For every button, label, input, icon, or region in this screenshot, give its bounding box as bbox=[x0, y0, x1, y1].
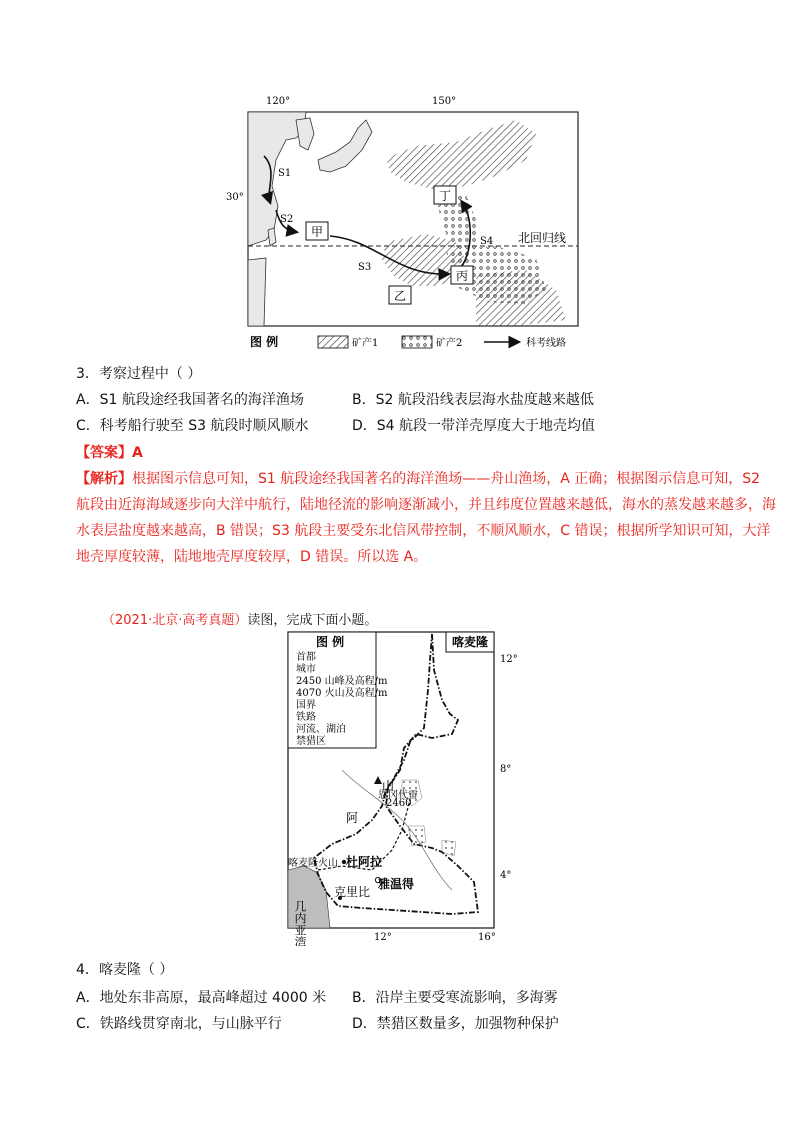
legend-river-lake: 河流、湖泊 bbox=[296, 724, 346, 735]
route-label-s3: S3 bbox=[358, 262, 372, 273]
q3-option-b[interactable]: B．S2 航段沿线表层海水盐度越来越低 bbox=[352, 392, 594, 408]
douala-label: 杜阿拉 bbox=[346, 855, 383, 869]
answer-value: A bbox=[132, 445, 143, 461]
philippines-land bbox=[248, 258, 266, 326]
source-line bbox=[102, 609, 377, 628]
q4-stem: 4．喀麦隆（ ） bbox=[76, 962, 174, 978]
analysis-tag: 【解析】 bbox=[76, 471, 132, 487]
route-label-s4: S4 bbox=[480, 236, 494, 247]
q3-answer bbox=[76, 442, 143, 462]
map1-legend-title: 图 例 bbox=[250, 335, 279, 349]
q4-option-c[interactable]: C．铁路线贯穿南北，与山脉平行 bbox=[76, 1016, 282, 1032]
lon-label-150: 150° bbox=[432, 96, 457, 107]
q3-option-c[interactable]: C．科考船行驶至 S3 航段时顺风顺水 bbox=[76, 418, 309, 434]
cameroon-map-figure bbox=[282, 630, 522, 946]
lat-label-4: 4° bbox=[500, 870, 512, 881]
label-bing: 丙 bbox=[456, 269, 469, 283]
peak-elevation-label: 2460 bbox=[386, 798, 412, 809]
legend-route-label: 科考线路 bbox=[526, 338, 566, 349]
pacific-map bbox=[226, 90, 586, 358]
label-jia: 甲 bbox=[311, 225, 324, 239]
q3-stem: 3．考察过程中（ ） bbox=[76, 366, 202, 382]
q4-option-b[interactable]: B．沿岸主要受寒流影响，多海雾 bbox=[352, 990, 558, 1006]
legend-mineral1-label: 矿产1 bbox=[352, 338, 379, 349]
lon-label-16: 16° bbox=[478, 932, 496, 943]
label-ding: 丁 bbox=[439, 189, 452, 203]
lat-label-12: 12° bbox=[500, 654, 518, 665]
q4-option-a[interactable]: A．地处东非高原，最高峰超过 4000 米 bbox=[76, 990, 327, 1006]
map2-title: 喀麦隆 bbox=[452, 635, 489, 649]
legend-peak: 2450 山峰及高程/m bbox=[296, 676, 388, 687]
yaounde-label: 雅温得 bbox=[378, 877, 415, 891]
legend-city: 城市 bbox=[296, 664, 316, 675]
legend-capital: 首都 bbox=[296, 652, 316, 663]
q4-option-d[interactable]: D．禁猎区数量多，加强物种保护 bbox=[352, 1016, 559, 1032]
answer-tag: 【答案】 bbox=[76, 445, 132, 461]
legend-mineral2-label: 矿产2 bbox=[436, 338, 463, 349]
legend-mineral2-swatch bbox=[402, 336, 432, 348]
q3-analysis bbox=[76, 466, 776, 570]
ngaoundere-label: 恩冈代雷 bbox=[378, 790, 418, 801]
kribi-label: 克里比 bbox=[334, 885, 371, 899]
analysis-text: 根据图示信息可知，S1 航段途经我国著名的海洋渔场——舟山渔场，A 正确；根据图示信息可知，S2 航段由近海海域逐步向大洋中航行，陆地径流的影响逐渐减小，并且纬度位置越来越低，海水的蒸发越来越多，海水表层盐度越来越高，B 错误；S3 航段主要受东北信风带控制，不顺风顺水，C 错误；根据所学知识可知，大洋地壳厚度较薄，陆地地壳厚度较厚，D 错误。所以选 A。 bbox=[76, 471, 776, 565]
q3-option-d[interactable]: D．S4 航段一带洋壳厚度大于地壳均值 bbox=[352, 418, 596, 434]
legend-mineral1-swatch bbox=[318, 336, 348, 348]
legend-reserve: 禁猎区 bbox=[296, 736, 326, 747]
volcano-label: 喀麦隆火山 bbox=[288, 858, 338, 869]
q3-option-a[interactable]: A．S1 航段途经我国著名的海洋渔场 bbox=[76, 392, 304, 408]
route-label-s2: S2 bbox=[280, 214, 294, 225]
gulf-label: 几内亚湾 bbox=[293, 900, 307, 946]
label-yi: 乙 bbox=[394, 289, 407, 303]
source-tag: （2021·北京·高考真题） bbox=[102, 613, 248, 628]
legend-railway: 铁路 bbox=[296, 712, 316, 723]
legend-volcano: 4070 火山及高程/m bbox=[296, 688, 388, 699]
region-a-label: 阿 bbox=[346, 811, 359, 825]
lon-label-120: 120° bbox=[266, 96, 291, 107]
lon-label-12: 12° bbox=[374, 932, 392, 943]
lat-label-30: 30° bbox=[226, 192, 244, 203]
cameroon-map bbox=[282, 630, 522, 946]
legend-border: 国界 bbox=[296, 700, 316, 711]
map2-legend-title: 图 例 bbox=[316, 635, 345, 649]
pacific-map-figure bbox=[226, 90, 586, 358]
source-instruction: 读图，完成下面小题。 bbox=[247, 613, 378, 628]
tropic-label: 北回归线 bbox=[518, 231, 567, 245]
lat-label-8: 8° bbox=[500, 764, 512, 775]
route-label-s1: S1 bbox=[278, 168, 292, 179]
mountain-label: 山 bbox=[382, 779, 395, 793]
